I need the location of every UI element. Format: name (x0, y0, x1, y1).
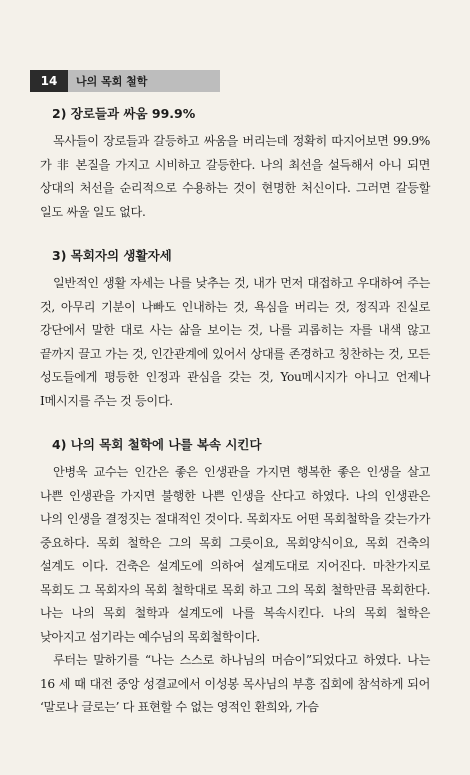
paragraph: 목사들이 장로들과 갈등하고 싸움을 버리는데 정확히 따지어보면 99.9%가 非 본질을 가지고 시비하고 갈등한다. 나의 최선을 설득해서 아니 되면 상대의 처선을 순리적으로 수용하는 것이 현명한 처신이다. 그러면 갈등할 일도 싸울 일도 없다. (40, 134, 430, 219)
paragraph: 일반적인 생활 자세는 나를 낮추는 것, 내가 먼저 대접하고 우대하여 주는 것, 아무리 기분이 나빠도 인내하는 것, 욕심을 버리는 것, 정직과 진실로 강단에서 말한 대로 사는 삶을 보이는 것, 나를 괴롭히는 자를 내색 않고 끝까지 끌고 가는 것, 인간관계에 있어서 상대를 존경하고 칭찬하는 것, 모든 성도들에게 평등한 인정과 관심을 갖는 것, You메시지가 아니고 언제나 I메시지를 주는 것 등이다. (40, 276, 430, 408)
paragraph: 안병욱 교수는 인간은 좋은 인생관을 가지면 행복한 좋은 인생을 살고 나쁜 인생관을 가지면 불행한 나쁜 인생을 산다고 하였다. 나의 인생관은 나의 인생을 결정짓는 절대적인 것이다. 목회자도 어떤 목회철학을 갖는가가 중요하다. 목회 철학은 그의 목회 그릇이요, 목회양식이요, 목회 건축의 설계도 이다. 건축은 설계도에 의하여 설계도대로 지어진다. 마찬가지로 목회도 그 목회자의 목회 철학대로 목회 하고 그의 목회 철학만큼 목회한다. 나는 나의 목회 철학과 설계도에 나를 복속시킨다. 나의 목회 철학은 낮아지고 섬기라는 예수님의 목회철학이다. (40, 465, 430, 644)
chapter-title: 나의 목회 철학 (76, 75, 148, 88)
chapter-header (30, 70, 220, 92)
section-heading: 2) 장로들과 싸움 99.9% (52, 106, 196, 121)
page-number: 14 (30, 70, 68, 92)
paragraph: 루터는 말하기를 “나는 스스로 하나님의 머슴이”되었다고 하였다. 나는 16 세 때 대전 중앙 성결교에서 이성봉 목사님의 부흥 집회에 참석하게 되어 ‘말로나 글로는’ 다 표현할 수 없는 영적인 환희와, 가슴 (40, 653, 430, 714)
section-heading: 4) 나의 목회 철학에 나를 복속 시킨다 (52, 437, 262, 452)
section-heading: 3) 목회자의 생활자세 (52, 248, 172, 263)
page-body (40, 104, 430, 720)
